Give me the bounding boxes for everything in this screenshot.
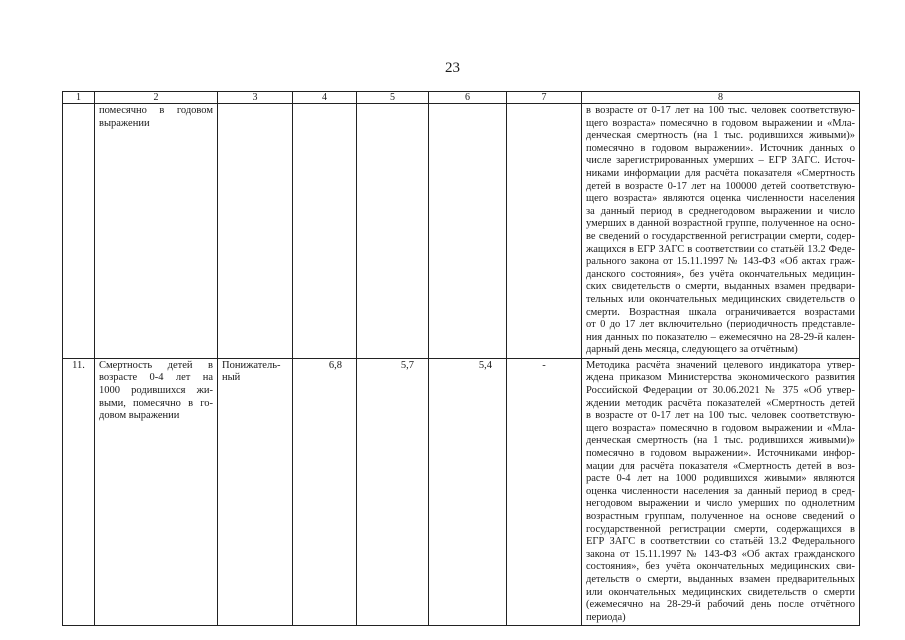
text-line: денческая смертность (на 1 тыс. родившихся живыми)» [586,435,855,447]
value-cell: 5,4 [429,358,507,625]
text-line: в возрасте от 0-17 лет на 100 тыс. человек соответствую- [586,410,855,422]
direction-cell [218,358,293,625]
text-line: детей в возрасте 0-17 лет на 100000 детей соответствую- [586,180,855,192]
value-cell [357,104,429,359]
text-line: тельных или окончательных медицинских свидетельств о [586,293,855,305]
text-line: мации для расчёта показателя «Смертность детей в воз- [586,460,855,472]
indicator-table [62,91,860,626]
text-line: 1000 родившихся жи- [99,385,213,397]
value-cell [429,104,507,359]
header-cell: 6 [429,92,507,104]
text-line: ских свидетельств о смерти, выданных взамен предвари- [586,281,855,293]
text-line: государственной регистрации смерти, содержащихся в [586,523,855,535]
header-cell: 3 [218,92,293,104]
text-line: денческая смертность (на 1 тыс. родившихся живыми)» [586,130,855,142]
text-line: ждена приказом Министерства экономического развития [586,372,855,384]
text-line: оценка численности населения за данный период в сред- [586,485,855,497]
text-line: ния данных по показателю – ежемесячно на 28-29-й кален- [586,331,855,343]
methodology-cell [582,104,860,359]
text-line: периода) [586,611,626,623]
value-cell [507,104,582,359]
table-row-11 [63,358,860,625]
methodology-cell [582,358,860,625]
header-cell: 5 [357,92,429,104]
text-line: детельств о смерти, выданных взамен предварительных [586,573,855,585]
table-row-continued [63,104,860,359]
text-line: выражении [99,117,150,129]
text-line: щего возраста» помесячно в годовом выражении и «Мла- [586,422,855,434]
text-line: негодовом выражении и число умерших по однолетним [586,498,855,510]
text-line: в возрасте от 0-17 лет на 100 тыс. человек соответствую- [586,105,855,116]
text-line: помесячно в годовом выражении». Источниками инфор- [586,448,855,460]
text-line: выми, помесячно в го- [99,397,213,409]
text-line: возрастным группам, полученное на основе сведений о [586,511,855,522]
text-line: помесячно в годовом [99,105,213,116]
text-line: помесячно в годовом выражении». Источник данных о [586,142,855,154]
text-line: ве сведений о государственной регистрации смерти, содер- [586,230,855,242]
text-line: Смертность детей в [99,359,213,371]
text-line: умерших в данной возрастной группе, полученное на осно- [586,218,855,230]
header-cell: 1 [63,92,95,104]
indicator-name-cell [95,104,218,359]
value-cell: 5,7 [357,358,429,625]
text-line: дарный день месяца, следующего за отчётным) [586,344,798,356]
header-cell: 2 [95,92,218,104]
text-line: смерти. Возрастная шкала ограничивается возрастами [586,306,855,318]
text-line: закона от 15.11.1997 № 143-ФЗ «Об актах гражданского [586,548,855,560]
header-cell: 7 [507,92,582,104]
table-header-row [63,92,860,104]
text-line: от 0 до 17 лет включительно (периодичность представле- [586,319,855,331]
text-line: Российской Федерации от 30.06.2021 № 375 «Об утвер- [586,385,855,397]
header-cell: 8 [582,92,860,104]
text-line: возрасте 0-4 лет на [99,372,213,384]
value-cell [293,104,357,359]
text-line: щего возраста» являются оценка численности населения [586,193,855,205]
text-line: рального закона от 15.11.1997 № 143-ФЗ «Об актах граж- [586,256,855,268]
header-cell: 4 [293,92,357,104]
text-line: за данный период в среднегодовом выражении и число [586,205,855,217]
text-line: Методика расчёта значений целевого индикатора утвер- [586,359,855,371]
text-line: данского состояния», без учёта окончательных медицин- [586,268,855,280]
indicator-name-cell [95,358,218,625]
text-line: ный [222,372,241,384]
text-line: ЕГР ЗАГС в соответствии со статьёй 13.2 Федерального [586,536,855,548]
text-line: расте 0-4 лет на 1000 родившихся живыми» являются [586,473,855,485]
value-cell: 6,8 [293,358,357,625]
text-line: ждении методик расчёта показателей «Смертность детей [586,397,855,409]
page-number: 23 [445,60,460,76]
row-number-cell [63,104,95,359]
text-line: или окончательных медицинских свидетельств о смерти [586,586,855,598]
direction-cell [218,104,293,359]
text-line: никами информации для расчёта показателя «Смертность [586,167,855,179]
text-line: довом выражении [99,410,180,422]
text-line: жащихся в ЕГР ЗАГС в соответствии со статьёй 13.2 Феде- [586,243,855,255]
text-line: Понижатель- [222,359,281,371]
value-cell: - [507,358,582,625]
row-number-cell: 11. [63,358,95,625]
text-line: (ежемесячно на 28-29-й рабочий день после отчётного [586,599,855,611]
text-line: числе зарегистрированных умерших – ЕГР ЗАГС. Источ- [586,155,855,167]
text-line: щего возраста» помесячно в годовом выражении и «Мла- [586,117,855,129]
text-line: состояния», без учёта окончательных медицинских сви- [586,561,855,573]
